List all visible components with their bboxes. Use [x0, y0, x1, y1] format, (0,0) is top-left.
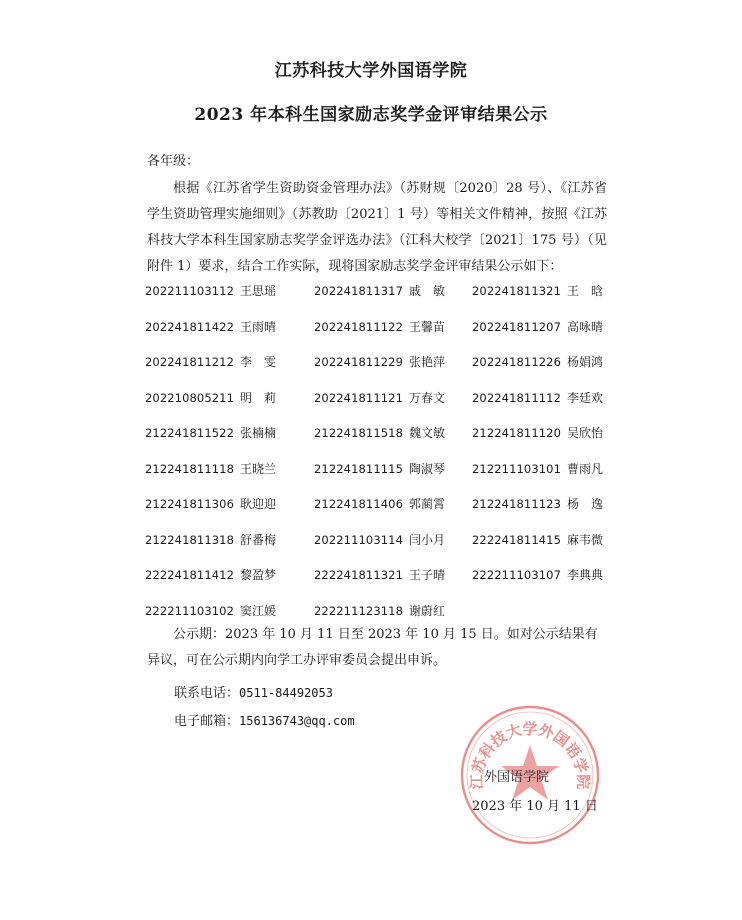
- student-name: 王思瑶: [240, 284, 277, 298]
- student-name: 闫小月: [409, 532, 446, 547]
- student-name: 李 雯: [240, 355, 277, 369]
- recipient-entry: [472, 566, 603, 583]
- student-name: 明 莉: [240, 390, 277, 405]
- contact-phone: [174, 682, 333, 701]
- student-id: 202211103112: [145, 284, 234, 298]
- student-id: 202241811422: [145, 319, 234, 334]
- student-id: 222211123118: [314, 603, 403, 618]
- recipient-entry: [145, 495, 276, 512]
- student-name: 窦江媛: [240, 603, 277, 618]
- student-name: 谢蔚红: [409, 603, 446, 618]
- student-id: 212241811318: [145, 532, 234, 547]
- recipient-entry: [314, 353, 445, 370]
- student-id: 202241811321: [472, 284, 561, 298]
- signature-date: 2023 年 10 月 11 日: [472, 799, 598, 814]
- student-id: 212241811123: [472, 497, 561, 511]
- recipient-entry: [145, 602, 276, 619]
- student-name: 郭蔺霄: [409, 497, 446, 511]
- student-id: 212241811406: [314, 497, 403, 511]
- student-id: 202241811317: [314, 284, 403, 298]
- student-name: 吴欣怡: [567, 426, 604, 440]
- recipient-entry: [314, 318, 445, 335]
- student-name: 麻韦微: [567, 532, 604, 547]
- email-address: 156136743@qq.com: [239, 714, 355, 728]
- recipient-entry: [472, 495, 603, 512]
- recipient-entry: [314, 282, 445, 299]
- recipient-entry: [145, 531, 276, 548]
- recipient-entry: [314, 460, 445, 477]
- student-id: 202241811212: [145, 355, 234, 369]
- student-id: 202241811207: [472, 319, 561, 334]
- recipient-entry: [314, 495, 445, 512]
- student-name: 魏文敏: [409, 426, 446, 440]
- student-name: 万春文: [409, 390, 446, 405]
- student-name: 高咏晴: [567, 319, 604, 334]
- student-name: 陶淑琴: [409, 461, 446, 476]
- recipient-entry: [145, 424, 276, 441]
- student-name: 李廷欢: [567, 390, 604, 405]
- student-name: 曹雨凡: [567, 461, 604, 476]
- page-title: 2023 年本科生国家励志奖学金评审结果公示: [194, 105, 548, 125]
- student-name: 王雨晴: [240, 319, 277, 334]
- recipient-list: [0, 282, 742, 618]
- student-id: 212241811118: [145, 461, 234, 476]
- student-id: 202241811112: [472, 390, 561, 405]
- notice-paragraph: 公示期：2023 年 10 月 11 日至 2023 年 10 月 15 日。如对公示结果有异议，可在公示期内向学工办评审委员会提出申诉。: [147, 627, 598, 668]
- student-id: 222211103102: [145, 603, 234, 618]
- recipient-entry: [314, 566, 445, 583]
- student-name: 耿迎迎: [240, 497, 277, 511]
- student-name: 王馨苗: [409, 319, 446, 334]
- recipient-entry: [314, 531, 445, 548]
- student-id: 202241811229: [314, 355, 403, 369]
- recipient-entry: [145, 282, 276, 299]
- student-name: 黎盈梦: [240, 568, 277, 582]
- student-id: 222241811412: [145, 568, 234, 582]
- recipient-entry: [314, 389, 445, 406]
- student-name: 王晓兰: [240, 461, 277, 476]
- student-id: 212241811306: [145, 497, 234, 511]
- student-id: 202241811226: [472, 355, 561, 369]
- student-id: 212241811115: [314, 461, 403, 476]
- student-id: 222241811415: [472, 532, 561, 547]
- student-id: 202211103114: [314, 532, 403, 547]
- intro-paragraph: 根据《江苏省学生资助资金管理办法》（苏财规〔2020〕28 号）、《江苏省学生资助管理实施细则》（苏教助〔2021〕1 号）等相关文件精神，按照《江苏科技大学本科生国家励志奖学金评选办法》（江科大校学〔2021〕175 号）（见附件 1）要求，结合工作实际，现将国家励志奖学金评审结果公示如下：: [147, 181, 607, 274]
- contact-email: [174, 710, 355, 729]
- student-id: 202241811122: [314, 319, 403, 334]
- recipient-entry: [472, 282, 603, 299]
- salutation: 各年级：: [147, 154, 200, 169]
- recipient-entry: [145, 353, 276, 370]
- recipient-entry: [472, 424, 603, 441]
- signature-org: 外国语学院: [484, 770, 550, 785]
- recipient-entry: [472, 318, 603, 335]
- student-id: 222211103107: [472, 568, 561, 582]
- recipient-entry: [472, 353, 603, 370]
- student-name: 杨娟鸿: [567, 355, 604, 369]
- student-name: 舒番梅: [240, 532, 277, 547]
- recipient-entry: [472, 531, 603, 548]
- student-id: 212241811518: [314, 426, 403, 440]
- recipient-entry: [472, 389, 603, 406]
- recipient-entry: [314, 602, 445, 619]
- student-name: 张楠楠: [240, 426, 277, 440]
- student-name: 张艳萍: [409, 355, 446, 369]
- recipient-entry: [472, 460, 603, 477]
- phone-label: 联系电话：: [174, 686, 240, 701]
- student-id: 212211103101: [472, 461, 561, 476]
- student-id: 212241811522: [145, 426, 234, 440]
- seal-text: 江苏科技大学外国语学院: [467, 720, 593, 790]
- recipient-entry: [314, 424, 445, 441]
- recipient-entry: [145, 389, 276, 406]
- student-id: 212241811120: [472, 426, 561, 440]
- student-name: 戚 敏: [409, 284, 446, 298]
- recipient-entry: [145, 566, 276, 583]
- student-name: 王子晴: [409, 568, 446, 582]
- student-name: 杨 逸: [567, 497, 604, 511]
- school-name-heading: 江苏科技大学外国语学院: [274, 61, 468, 81]
- phone-number: 0511-84492053: [239, 686, 333, 700]
- student-name: 李典典: [567, 568, 604, 582]
- recipient-entry: [145, 460, 276, 477]
- student-id: 222241811321: [314, 568, 403, 582]
- student-id: 202241811121: [314, 390, 403, 405]
- student-id: 202210805211: [145, 390, 234, 405]
- email-label: 电子邮箱：: [174, 714, 240, 729]
- recipient-entry: [145, 318, 276, 335]
- student-name: 王 晗: [567, 284, 604, 298]
